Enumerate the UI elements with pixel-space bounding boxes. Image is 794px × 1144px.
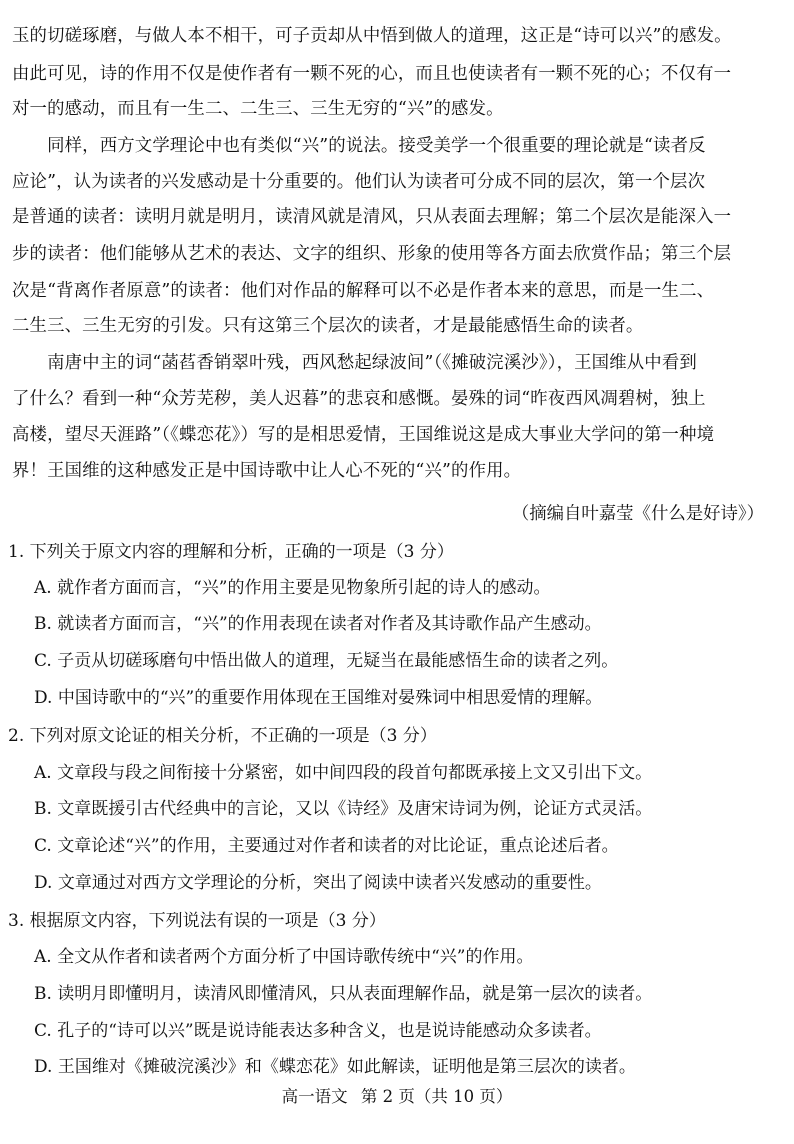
passage-line: 了什么？看到一种“众芳芜秽，美人迟暮”的悲哀和感慨。晏殊的词“昨夜西风凋碧树，独上	[12, 389, 706, 409]
question-3-option-c[interactable]: C. 孔子的“诗可以兴”既是说诗能表达多种含义，也是说诗能感动众多读者。	[34, 1021, 602, 1041]
question-3-option-a[interactable]: A. 全文从作者和读者两个方面分析了中国诗歌传统中“兴”的作用。	[34, 947, 534, 967]
question-1-stem: 1. 下列关于原文内容的理解和分析，正确的一项是（3 分）	[8, 542, 454, 562]
passage-line: 应论”，认为读者的兴发感动是十分重要的。他们认为读者可分成不同的层次，第一个层次	[12, 172, 706, 192]
passage-line: 同样，西方文学理论中也有类似“兴”的说法。接受美学一个很重要的理论就是“读者反	[12, 136, 706, 156]
question-1-option-d[interactable]: D. 中国诗歌中的“兴”的重要作用体现在王国维对晏殊词中相思爱情的理解。	[34, 688, 603, 708]
question-1-option-c[interactable]: C. 子贡从切磋琢磨句中悟出做人的道理，无疑当在最能感悟生命的读者之列。	[34, 651, 619, 671]
question-2-stem: 2. 下列对原文论证的相关分析，不正确的一项是（3 分）	[8, 726, 437, 746]
passage-line: 二生三、三生无穷的引发。只有这第三个层次的读者，才是最能感悟生命的读者。	[12, 316, 644, 336]
passage-line: 次是“背离作者原意”的读者：他们对作品的解释可以不必是作者本来的意思，而是一生二、	[12, 281, 715, 301]
question-2-option-a[interactable]: A. 文章段与段之间衔接十分紧密，如中间四段的段首句都既承接上文又引出下文。	[34, 763, 653, 783]
question-2-option-b[interactable]: B. 文章既援引古代经典中的言论，又以《诗经》及唐宋诗词为例，论证方式灵活。	[34, 799, 653, 819]
question-3-stem: 3. 根据原文内容，下列说法有误的一项是（3 分）	[8, 911, 386, 931]
question-2-option-c[interactable]: C. 文章论述“兴”的作用，主要通过对作者和读者的对比论证，重点论述后者。	[34, 836, 619, 856]
passage-source: （摘编自叶嘉莹《什么是好诗》）	[511, 504, 764, 524]
question-3-option-b[interactable]: B. 读明月即懂明月，读清风即懂清风，只从表面理解作品，就是第一层次的读者。	[34, 984, 653, 1004]
question-1-option-a[interactable]: A. 就作者方面而言，“兴”的作用主要是见物象所引起的诗人的感动。	[34, 578, 551, 598]
question-1-option-b[interactable]: B. 就读者方面而言，“兴”的作用表现在读者对作者及其诗歌作品产生感动。	[34, 614, 602, 634]
passage-line: 南唐中主的词“菡萏香销翠叶残，西风愁起绿波间”（《摊破浣溪沙》），王国维从中看到	[12, 353, 697, 373]
passage-line: 对一的感动，而且有一生二、二生三、三生无穷的“兴”的感发。	[12, 99, 504, 119]
passage-line: 步的读者：他们能够从艺术的表达、文字的组织、形象的使用等各方面去欣赏作品；第三个层	[12, 244, 732, 264]
page-footer	[0, 1085, 794, 1109]
passage-line: 高楼，望尽天涯路”（《蝶恋花》）写的是相思爱情，王国维说这是成大事业大学问的第一种境	[12, 425, 715, 445]
footer-subject: 高一语文	[281, 1087, 348, 1106]
footer-page-number: 第 2 页（共 10 页）	[360, 1087, 513, 1106]
question-3-option-d[interactable]: D. 王国维对《摊破浣溪沙》和《蝶恋花》如此解读，证明他是第三层次的读者。	[34, 1057, 636, 1077]
question-2-option-d[interactable]: D. 文章通过对西方文学理论的分析，突出了阅读中读者兴发感动的重要性。	[34, 873, 602, 893]
passage-line: 玉的切磋琢磨，与做人本不相干，可子贡却从中悟到做人的道理，这正是“诗可以兴”的感发。	[12, 26, 732, 46]
passage-line: 界！王国维的这种感发正是中国诗歌中让人心不死的“兴”的作用。	[12, 461, 522, 481]
passage-line: 是普通的读者：读明月就是明月，读清风就是清风，只从表面去理解；第二个层次是能深入一	[12, 207, 732, 227]
passage-line: 由此可见，诗的作用不仅是使作者有一颗不死的心，而且也使读者有一颗不死的心；不仅有一	[12, 64, 732, 84]
